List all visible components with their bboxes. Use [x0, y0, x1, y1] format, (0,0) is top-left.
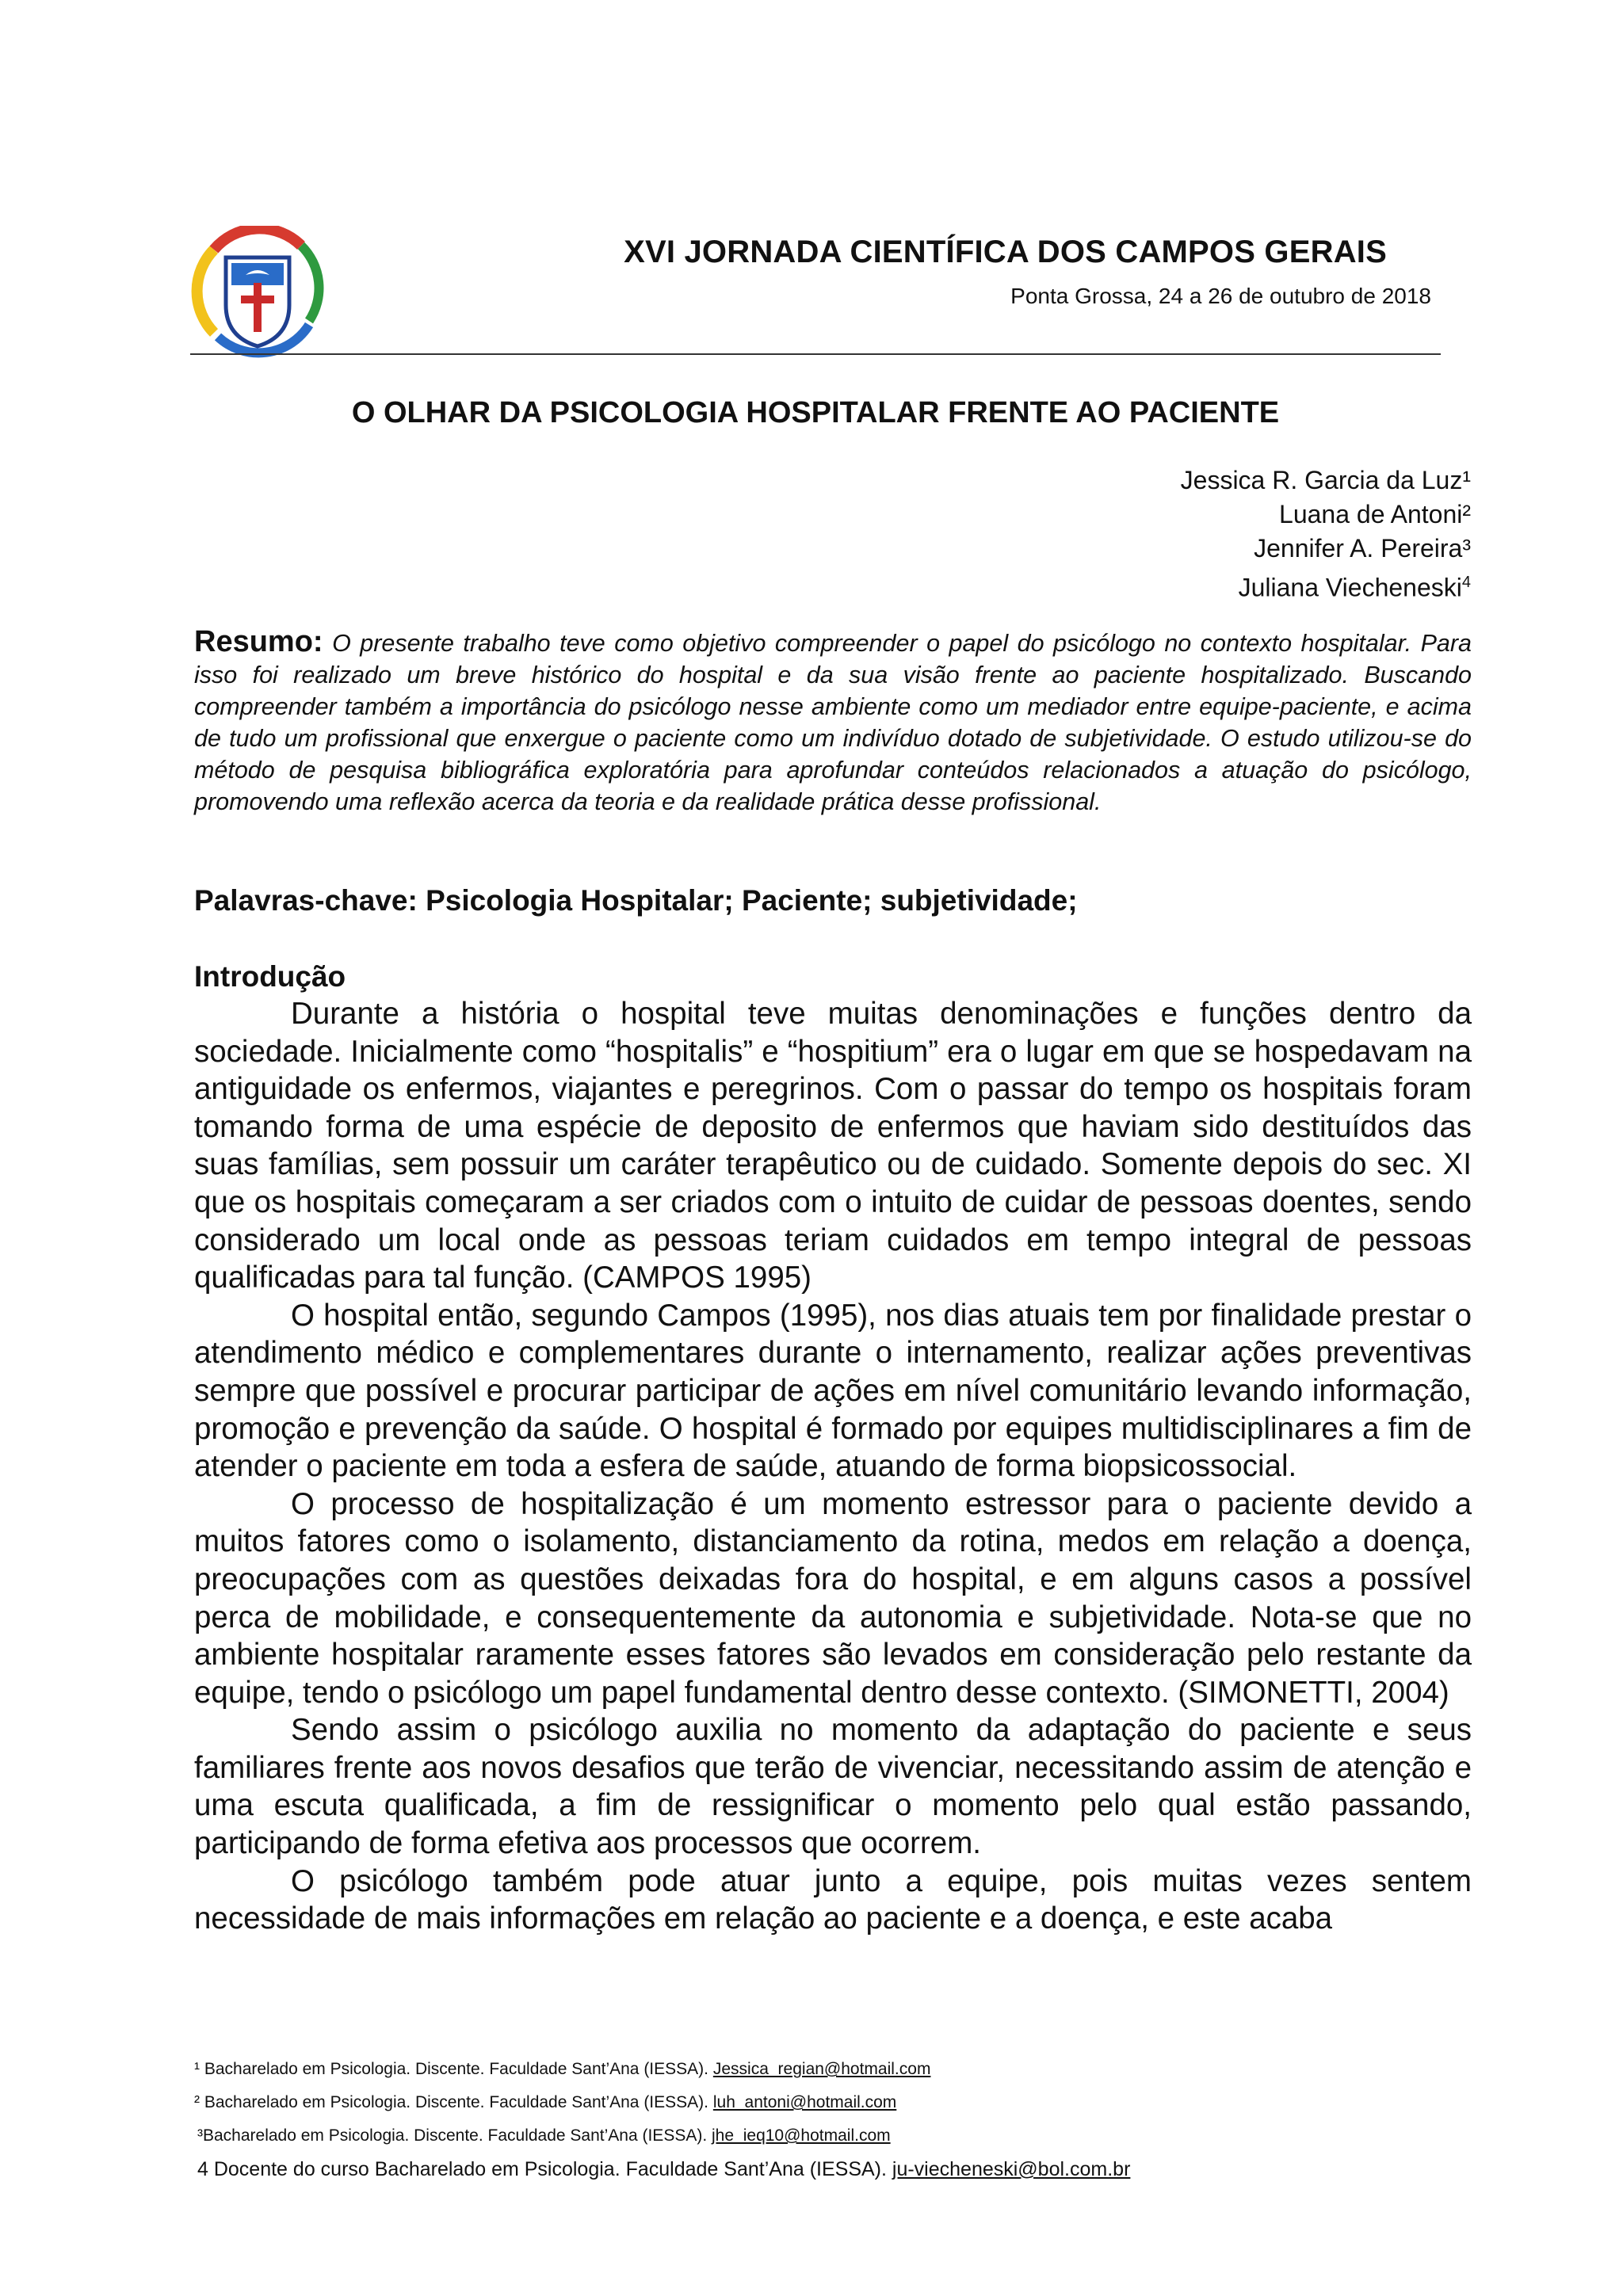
- institution-logo: [190, 226, 325, 360]
- footnote-4: 4 Docente do curso Bacharelado em Psicologia. Faculdade Sant’Ana (IESSA). ju-viecheneski@bol.com.br: [197, 2158, 1131, 2180]
- footnote-email-link[interactable]: ju-viecheneski@bol.com.br: [892, 2158, 1131, 2180]
- introduction-body: [194, 995, 1472, 1938]
- paragraph: O processo de hospitalização é um momento estressor para o paciente devido a muitos fatores como o isolamento, distanciamento da rotina, medos em relação a doença, preocupações com as questões deixadas fora do hospital, e em alguns casos a possível perca de mobilidade, e consequentemente da autonomia e subjetividade. Nota-se que no ambiente hospitalar raramente esses fatores são levados em consideração pelo restante da equipe, tendo o psicólogo um papel fundamental dentro desse contexto. (SIMONETTI, 2004): [194, 1486, 1472, 1710]
- footnote-3: ³Bacharelado em Psicologia. Discente. Faculdade Sant’Ana (IESSA). jhe_ieq10@hotmail.com: [197, 2126, 891, 2145]
- paragraph: Durante a história o hospital teve muitas denominações e funções dentro da sociedade. Inicialmente como “hospitalis” e “hospitium” era o lugar em que se hospedavam na antiguidade os enfermos, viajantes e peregrinos. Com o passar do tempo os hospitais foram tomando forma de uma espécie de deposito de enfermos que haviam sido destituídos das suas famílias, sem possuir um caráter terapêutico ou de cuidado. Somente depois do sec. XI que os hospitais começaram a ser criados com o intuito de cuidar de pessoas doentes, sendo considerado um local onde as pessoas teriam cuidados em tempo integral de pessoas qualificadas para tal função. (CAMPOS 1995): [194, 997, 1472, 1295]
- section-heading-introduction: Introdução: [194, 960, 346, 993]
- author-1: Jessica R. Garcia da Luz¹: [1180, 466, 1471, 494]
- footnote-email-link[interactable]: jhe_ieq10@hotmail.com: [712, 2126, 891, 2145]
- author-4: Juliana Viecheneski$^4$: [1238, 573, 1471, 602]
- paragraph: O psicólogo também pode atuar junto a equipe, pois muitas vezes sentem necessidade de mais informações em relação ao paciente e a doença, e este acaba: [194, 1863, 1472, 1936]
- abstract: [194, 626, 1472, 818]
- abstract-label: Resumo:: [194, 625, 323, 658]
- header-divider: [190, 353, 1441, 355]
- conference-title: XVI JORNADA CIENTÍFICA DOS CAMPOS GERAIS: [624, 235, 1387, 269]
- footnote-email-link[interactable]: Jessica_regian@hotmail.com: [712, 2060, 931, 2078]
- footnote-1: ¹ Bacharelado em Psicologia. Discente. Faculdade Sant’Ana (IESSA). Jessica_regian@hotmail.com: [194, 2060, 931, 2078]
- footnote-email-link[interactable]: luh_antoni@hotmail.com: [712, 2093, 897, 2111]
- author-2: Luana de Antoni²: [1279, 500, 1471, 528]
- paragraph: Sendo assim o psicólogo auxilia no momento da adaptação do paciente e seus familiares frente aos novos desafios que terão de vivenciar, necessitando assim de atenção e uma escuta qualificada, a fim de ressignificar o momento pelo qual estão passando, participando de forma efetiva aos processos que ocorrem.: [194, 1713, 1472, 1861]
- conference-location-date: Ponta Grossa, 24 a 26 de outubro de 2018: [1010, 284, 1431, 308]
- abstract-text: O presente trabalho teve como objetivo compreender o papel do psicólogo no contexto hospitalar. Para isso foi realizado um breve histórico do hospital e da sua visão frente ao paciente hospitalizado. Buscando compreender também a importância do psicólogo nesse ambiente como um mediador entre equipe-paciente, e acima de tudo um profissional que enxergue o paciente como um indivíduo dotado de subjetividade. O estudo utilizou-se do método de pesquisa bibliográfica exploratória para aprofundar conteúdos relacionados a atuação do psicólogo, promovendo uma reflexão acerca da teoria e da realidade prática desse profissional.: [194, 630, 1472, 815]
- paragraph: O hospital então, segundo Campos (1995), nos dias atuais tem por finalidade prestar o atendimento médico e complementares durante o internamento, realizar ações preventivas sempre que possível e procurar participar de ações em nível comunitário levando informação, promoção e prevenção da saúde. O hospital é formado por equipes multidisciplinares a fim de atender o paciente em toda a esfera de saúde, atuando de forma biopsicossocial.: [194, 1298, 1472, 1484]
- author-list: [872, 463, 1471, 605]
- footnote-2: ² Bacharelado em Psicologia. Discente. Faculdade Sant’Ana (IESSA). luh_antoni@hotmail.com: [194, 2093, 897, 2111]
- paper-title: O OLHAR DA PSICOLOGIA HOSPITALAR FRENTE AO PACIENTE: [351, 396, 1280, 429]
- author-3: Jennifer A. Pereira³: [1254, 534, 1471, 563]
- keywords: Palavras-chave: Psicologia Hospitalar; Paciente; subjetividade;: [194, 884, 1078, 917]
